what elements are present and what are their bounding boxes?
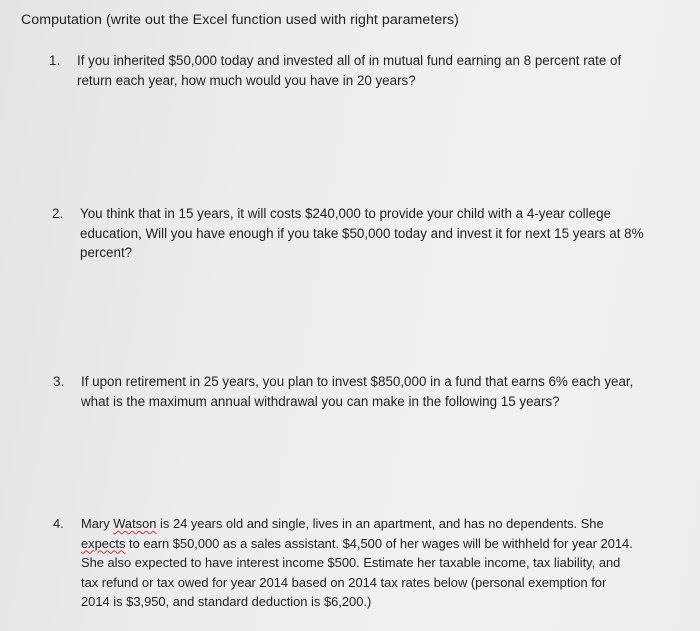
question-line (81, 534, 683, 554)
page-heading: Computation (write out the Excel function used with right parameters) (21, 12, 459, 28)
question-line: education, Will you have enough if you take $50,000 today and invest it for next 15 years at 8% (80, 225, 644, 241)
question-number: 2. (52, 206, 64, 221)
question-line: return each year, how much would you have in 20 years? (77, 72, 416, 88)
question-text (81, 514, 683, 612)
question-line (81, 514, 683, 534)
question-number: 1. (49, 53, 61, 68)
question-3 (53, 372, 683, 411)
line-segment: to earn $50,000 as a sales assistant. $4,500 of her wages will be withheld for year 2014. (125, 535, 633, 551)
question-text (81, 372, 683, 411)
question-line: She also expected to have interest income $500. Estimate her taxable income, tax liability, and (81, 555, 621, 571)
question-4 (53, 514, 683, 612)
question-line: tax refund or tax owed for year 2014 based on 2014 tax rates below (personal exemption for (81, 574, 607, 590)
question-2 (52, 204, 682, 263)
question-line: what is the maximum annual withdrawal you can make in the following 15 years? (81, 393, 560, 409)
question-text (77, 51, 679, 90)
line-segment: Mary (81, 516, 114, 531)
line-segment: is 24 years old and single, lives in an apartment, and has no dependents. She (156, 516, 604, 531)
spellcheck-marked-word: Watson (113, 516, 157, 531)
question-number: 4. (53, 516, 64, 531)
question-1 (49, 51, 679, 90)
question-number: 3. (53, 374, 65, 389)
question-line: percent? (80, 245, 133, 260)
question-text (80, 204, 682, 263)
question-line: If you inherited $50,000 today and invested all of in mutual fund earning an 8 percent rate of (77, 53, 622, 68)
question-line: 2014 is $3,950, and standard deduction is $6,200.) (81, 594, 372, 610)
spellcheck-marked-word: expects (81, 535, 126, 551)
question-line: If upon retirement in 25 years, you plan to invest $850,000 in a fund that earns 6% each year, (81, 374, 634, 389)
question-line: You think that in 15 years, it will costs $240,000 to provide your child with a 4-year college (80, 206, 611, 221)
